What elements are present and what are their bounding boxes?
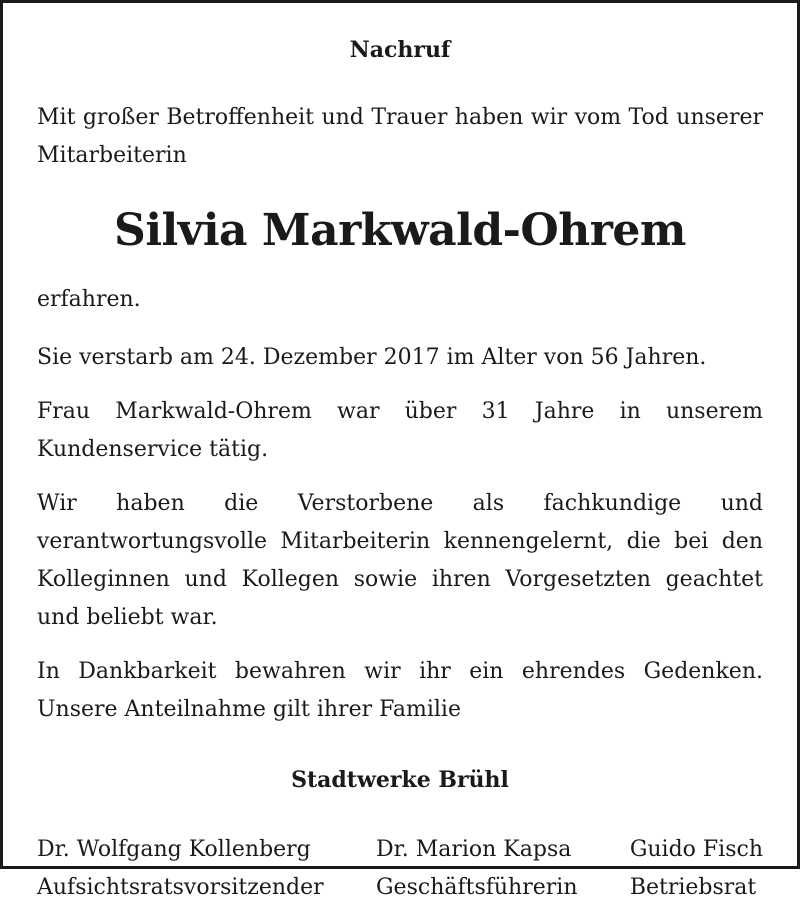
signatory <box>376 831 578 907</box>
signatory-role: Geschäftsführerin <box>375 875 578 900</box>
signatory <box>37 831 324 907</box>
deceased-name: Silvia Markwald-Ohrem <box>114 205 686 256</box>
signatory-name: Guido Fisch <box>629 837 763 862</box>
after-name-text: erfahren. <box>37 287 141 312</box>
signatory-role: Aufsichtsratsvorsitzender <box>37 875 324 900</box>
signatures <box>37 831 763 907</box>
company-name: Stadtwerke Brühl <box>291 767 509 793</box>
signatory-name: Dr. Marion Kapsa <box>375 837 572 862</box>
signatory <box>630 831 763 907</box>
paragraph-appreciation: Wir haben die Verstorbene als fachkundige und verantwortungsvolle Mitarbeiterin kennengelernt, die bei den Kolleginnen und Kollegen sowie ihren Vorgesetzten geachtet und beliebt war. <box>37 491 763 630</box>
paragraph-condolence: In Dankbarkeit bewahren wir ihr ein ehrendes Gedenken. Unsere Anteilnahme gilt ihrer Familie <box>37 659 763 722</box>
signatory-role: Betriebsrat <box>629 875 757 900</box>
paragraph-death-date: Sie verstarb am 24. Dezember 2017 im Alter von 56 Jahren. <box>37 345 707 370</box>
notice-heading: Nachruf <box>349 37 451 63</box>
signatory-name: Dr. Wolfgang Kollenberg <box>37 837 311 862</box>
intro-text: Mit großer Betroffenheit und Trauer haben wir vom Tod unserer Mitarbeiterin <box>37 105 763 168</box>
paragraph-service: Frau Markwald-Ohrem war über 31 Jahre in unserem Kundenservice tätig. <box>37 399 763 462</box>
